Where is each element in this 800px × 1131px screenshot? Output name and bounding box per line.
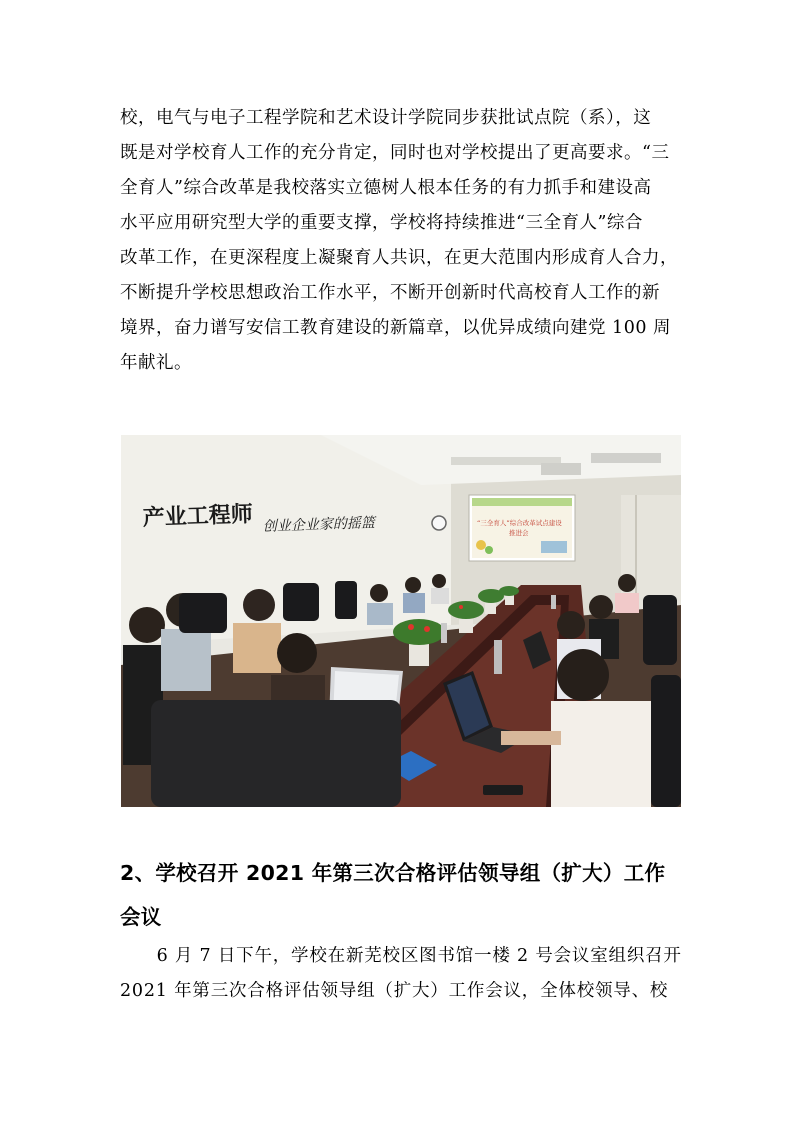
heading-line: 会议 bbox=[120, 905, 162, 929]
heading-line: 2、学校召开 2021 年第三次合格评估领导组（扩大）工作 bbox=[120, 861, 666, 885]
body-paragraph-2 bbox=[120, 939, 680, 1009]
paragraph-line: 不断提升学校思想政治工作水平，不断开创新时代高校育人工作的新 bbox=[120, 283, 660, 303]
paragraph-line: 年献礼。 bbox=[120, 353, 192, 373]
paragraph-line: 改革工作，在更深程度上凝聚育人共识，在更大范围内形成育人合力， bbox=[120, 248, 678, 268]
attendee bbox=[615, 574, 639, 613]
paragraph-line: 境界，奋力谱写安信工教育建设的新篇章，以优异成绩向建党 100 周 bbox=[120, 318, 672, 338]
paragraph-line: 既是对学校育人工作的充分肯定，同时也对学校提出了更高要求。“三 bbox=[120, 143, 670, 163]
screen-title: “三全育人”综合改革试点建设 bbox=[477, 519, 562, 527]
paragraph-line: 6 月 7 日下午，学校在新芜校区图书馆一楼 2 号会议室组织召开 bbox=[120, 946, 682, 966]
paragraph-line: 全育人”综合改革是我校落实立德树人根本任务的有力抓手和建设高 bbox=[120, 178, 652, 198]
body-paragraph-1 bbox=[120, 101, 680, 381]
paragraph-line: 2021 年第三次合格评估领导组（扩大）工作会议，全体校领导、校 bbox=[120, 981, 669, 1001]
wall-slogan: 产业工程师 bbox=[142, 501, 254, 531]
wall-slogan-sub: 创业企业家的摇篮 bbox=[262, 515, 376, 535]
meeting-photo bbox=[121, 435, 681, 807]
paragraph-line: 校，电气与电子工程学院和艺术设计学院同步获批试点院（系），这 bbox=[120, 108, 652, 128]
paragraph-line: 水平应用研究型大学的重要支撑，学校将持续推进“三全育人”综合 bbox=[120, 213, 643, 233]
section-heading bbox=[120, 851, 700, 939]
screen-subtitle: 推进会 bbox=[509, 529, 529, 537]
